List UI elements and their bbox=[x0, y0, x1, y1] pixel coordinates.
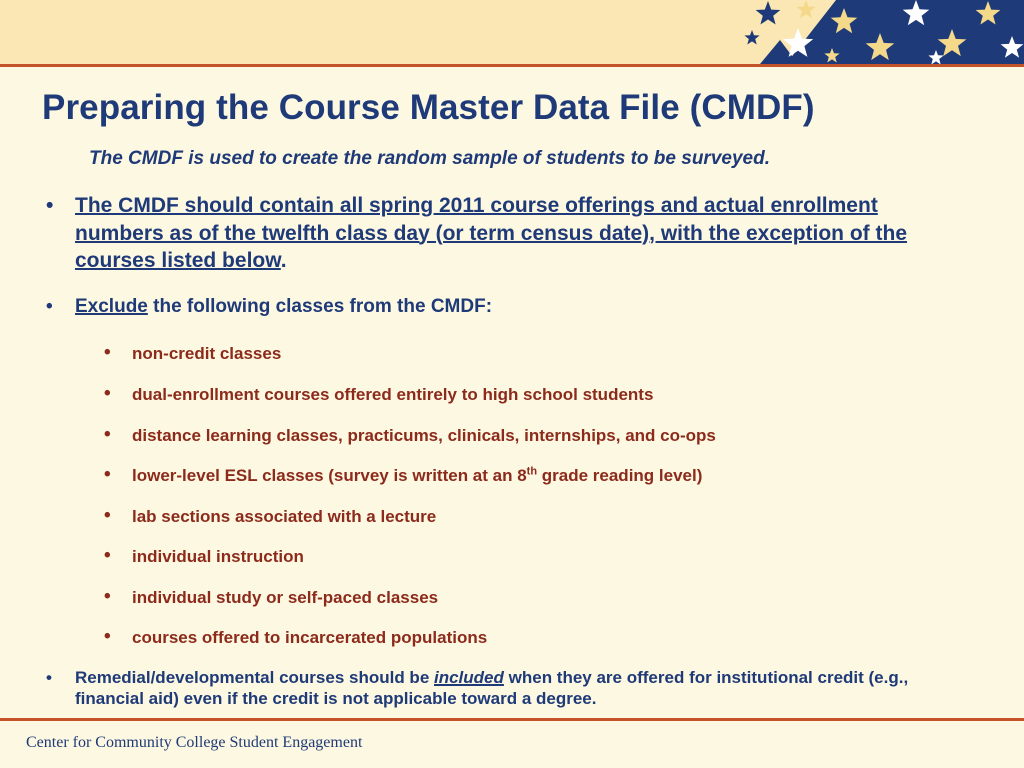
excluded-item-text: non-credit classes bbox=[132, 344, 282, 363]
bullet-text bbox=[75, 294, 775, 320]
esl-text-before: lower-level ESL classes (survey is written at an 8 bbox=[132, 466, 527, 485]
bullet-marker: • bbox=[46, 296, 53, 317]
sub-bullet-marker: • bbox=[104, 626, 111, 647]
star-shape bbox=[756, 1, 781, 25]
bullet-text bbox=[75, 667, 955, 709]
excluded-item-text: dual-enrollment courses offered entirely to high school students bbox=[132, 385, 654, 404]
excluded-item-text: distance learning classes, practicums, clinicals, internships, and co-ops bbox=[132, 426, 716, 445]
sub-bullet-marker: • bbox=[104, 464, 111, 485]
exclude-keyword: Exclude bbox=[75, 296, 148, 317]
excluded-item-text: courses offered to incarcerated populations bbox=[132, 628, 488, 647]
bullet-marker: • bbox=[46, 668, 52, 687]
excluded-item-text: lab sections associated with a lecture bbox=[132, 507, 437, 526]
underlined-statement: The CMDF should contain all spring 2011 course offerings and actual enrollment numbers as of the twelfth class day (or term census date), with the exception of the courses listed below bbox=[75, 194, 908, 272]
slide-title: Preparing the Course Master Data File (CMDF) bbox=[42, 88, 815, 127]
excluded-item-text: individual study or self-paced classes bbox=[132, 588, 439, 607]
sub-bullet-marker: • bbox=[104, 586, 111, 607]
sub-bullet-marker: • bbox=[104, 505, 111, 526]
excluded-item-text bbox=[132, 465, 702, 487]
star-shape bbox=[744, 30, 759, 45]
excluded-item-text: individual instruction bbox=[132, 547, 304, 566]
bullet-text bbox=[75, 192, 935, 275]
header-divider bbox=[0, 64, 1024, 67]
sub-bullet-marker: • bbox=[104, 342, 111, 363]
esl-text-after: grade reading level) bbox=[537, 466, 703, 485]
remedial-lead: Remedial/developmental courses should be bbox=[75, 668, 434, 687]
sub-bullet-marker: • bbox=[104, 383, 111, 404]
slide-subtitle: The CMDF is used to create the random sample of students to be surveyed. bbox=[89, 148, 770, 169]
footer-divider bbox=[0, 718, 1024, 721]
sub-bullet-marker: • bbox=[104, 424, 111, 445]
statement-period: . bbox=[280, 249, 287, 272]
included-keyword: included bbox=[434, 668, 504, 687]
sub-bullet-marker: • bbox=[104, 545, 111, 566]
footer-text: Center for Community College Student Engagement bbox=[26, 734, 363, 751]
bullet-marker: • bbox=[46, 194, 54, 217]
exclude-rest: the following classes from the CMDF: bbox=[147, 296, 493, 317]
remedial-rest: when they are offered for institutional credit (e.g., financial aid) even if the credit is not applicable toward a degree. bbox=[75, 668, 909, 708]
star-shape bbox=[797, 0, 816, 18]
stars-banner-icon bbox=[740, 0, 1024, 64]
ordinal-superscript: th bbox=[526, 465, 538, 478]
